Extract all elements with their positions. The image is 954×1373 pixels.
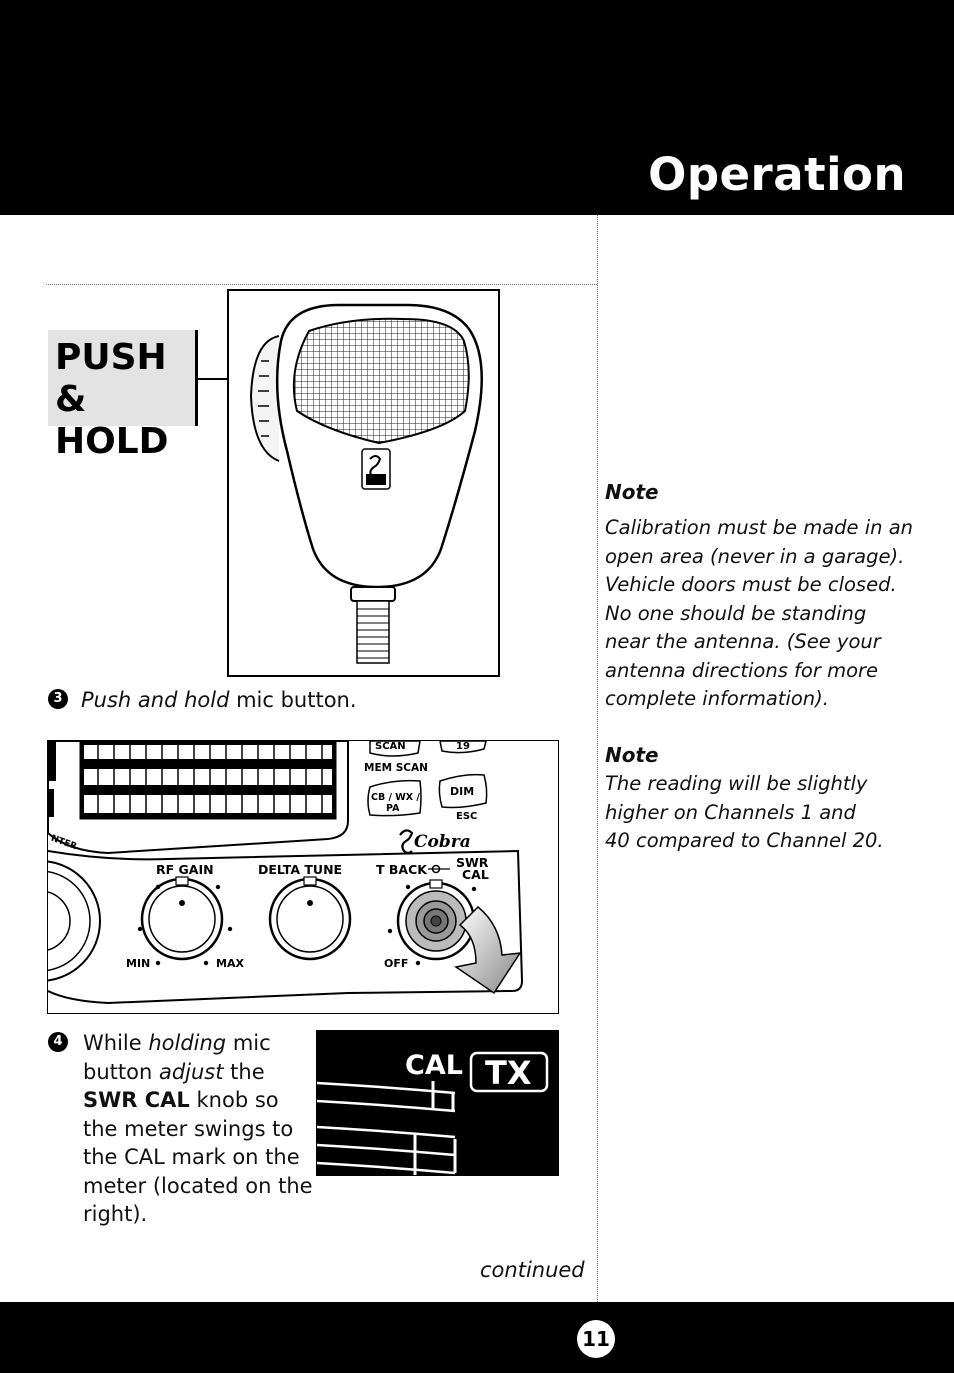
step-4-p5: the — [223, 1059, 265, 1084]
scan-label: SCAN — [375, 741, 406, 752]
cb-wx-label: CB / WX / — [371, 792, 420, 803]
swr-label: SWR — [456, 855, 489, 870]
column-divider — [597, 215, 598, 1302]
t-back-label: T BACK — [376, 862, 427, 877]
step-4-p4: adjust — [158, 1059, 224, 1084]
cal-label: CAL — [462, 867, 489, 882]
note-1-heading: Note — [605, 480, 659, 504]
cobra-brand: Cobra — [414, 832, 471, 852]
radio-panel-illustration — [47, 740, 559, 1014]
header-bar — [0, 0, 954, 215]
channel-19-label: 19 — [456, 741, 470, 752]
tx-indicator: TX — [485, 1054, 532, 1092]
step-4-p6: SWR CAL — [83, 1088, 190, 1112]
step-3-italic: Push and hold — [81, 688, 230, 712]
delta-tune-label: DELTA TUNE — [258, 862, 343, 877]
continued-label: continued — [480, 1258, 585, 1282]
dim-label: DIM — [450, 785, 475, 798]
cal-mark-label: CAL — [405, 1050, 463, 1081]
footer-bar — [0, 1302, 954, 1373]
min-label: MIN — [126, 957, 151, 970]
push-hold-label: PUSH & HOLD — [55, 337, 169, 462]
step-3-rest: mic button. — [229, 688, 357, 712]
mem-scan-label: MEM SCAN — [364, 762, 428, 774]
step-4-text — [83, 1029, 313, 1229]
step-4-p2: holding — [148, 1031, 227, 1055]
step-4-p7: knob so the meter swings to the CAL mark on the meter (located on the right). — [83, 1088, 313, 1226]
page-number: 11 — [577, 1320, 615, 1358]
section-divider — [46, 284, 597, 285]
meter-illustration — [316, 1030, 559, 1176]
step-4-p1: While — [83, 1031, 149, 1055]
microphone-illustration — [227, 289, 500, 677]
off-label: OFF — [384, 957, 409, 970]
note-1-text: Calibration must be made in an open area (never in a garage). Vehicle doors must be closed. No one should be standing near the antenna. (See your antenna directions for more complete information). — [605, 516, 914, 710]
page-title: Operation — [648, 148, 906, 201]
esc-label: ESC — [456, 811, 478, 822]
step-4-p3: mic button — [83, 1031, 271, 1084]
counter-label: NTER — [49, 833, 79, 853]
step-3-bullet: 3 — [48, 689, 68, 709]
note-2-text: The reading will be slightly higher on Channels 1 and 40 compared to Channel 20. — [605, 772, 884, 852]
rf-gain-label: RF GAIN — [156, 862, 214, 877]
rotate-arrow-icon — [456, 907, 520, 993]
step-3-text — [81, 686, 357, 715]
pa-label: PA — [386, 803, 400, 814]
meter-drawing — [317, 1031, 558, 1175]
note-2-heading: Note — [605, 743, 659, 767]
step-4-bullet: 4 — [48, 1032, 68, 1052]
radio-panel-drawing — [48, 741, 559, 1014]
microphone-drawing — [229, 291, 498, 675]
push-hold-callout — [48, 330, 198, 462]
max-label: MAX — [216, 957, 244, 970]
